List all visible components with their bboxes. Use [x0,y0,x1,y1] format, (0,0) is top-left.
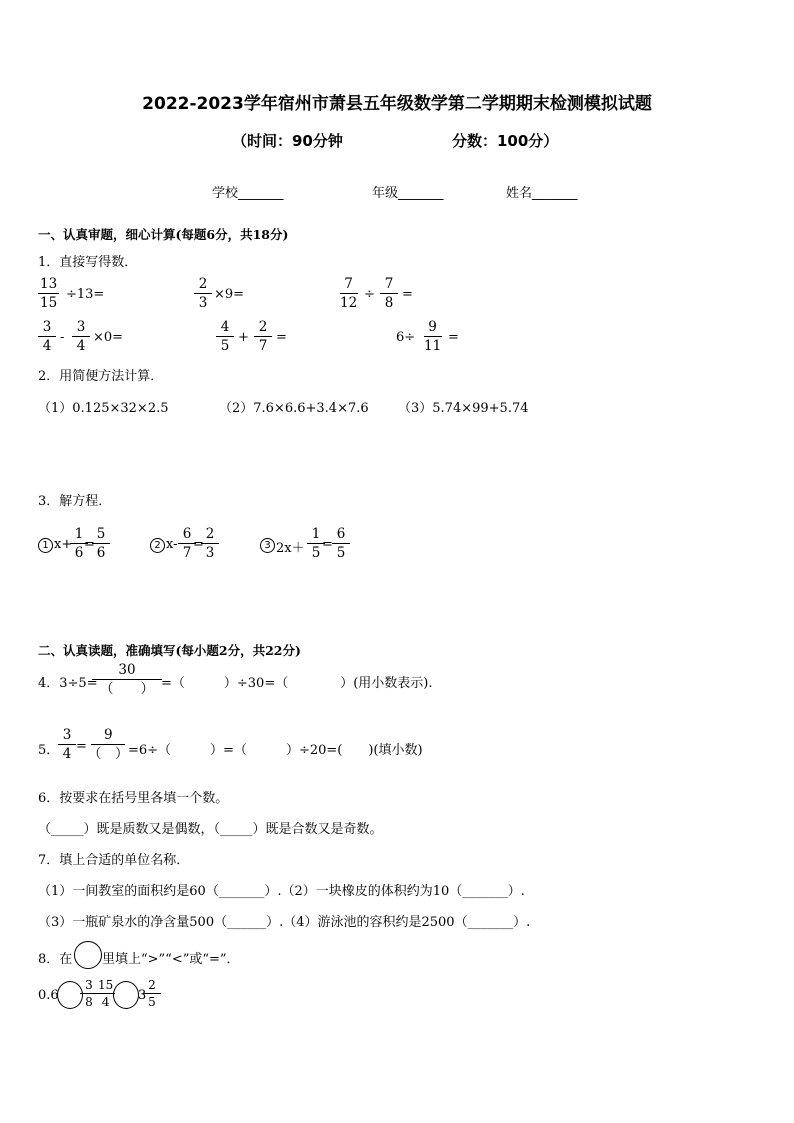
section2-heading: 二、认真读题，准确填写(每小题2分，共22分) [38,643,301,658]
q8-pre: 8．在 [38,952,73,967]
q1f-rest: = [448,330,459,345]
exam-score: 分数：100分） [452,132,559,150]
q1b-rest: ×9= [214,287,245,302]
q3a-pre: x+ [54,537,73,552]
q2-label: 2．用简便方法计算． [38,369,164,384]
q1d-rest: ×0= [93,330,124,345]
q3c-pre: 2x＋ [276,541,305,556]
name-field[interactable]: 姓名_______ [506,186,578,201]
q6-label: 6．按要求在括号里各填一个数。 [38,791,229,806]
q3b-eq: = [193,537,204,552]
q2-item-2: （2）7.6×6.6+3.4×7.6 [219,401,369,416]
q4-fraction: 30 （ ） [92,661,162,698]
q1f-pre: 6÷ [396,330,416,345]
q8-post: 里填上“>”“<”或“=”． [102,952,240,967]
q8-c-fraction: $\frac{15}{4}$ [98,978,114,1009]
q3c-fraction2: $\frac{6}{5}$ [332,525,350,562]
q7-line2: （3）一瓶矿泉水的净含量500（______）.（4）游泳池的容积约是2500（_______）. [38,915,531,930]
q3b-fraction1: $\frac{6}{7}$ [178,525,196,562]
q1c-fraction2: $\frac{7}{8}$ [380,275,398,312]
page-title: 2022-2023学年宿州市萧县五年级数学第二学期期末检测模拟试题 [142,94,652,114]
circled-number-3: 3 [260,538,275,553]
q3a-eq: = [84,537,95,552]
q1d-fraction1: $\frac{3}{4}$ [38,318,56,355]
q2-item-3: （3）5.74×99+5.74 [398,401,529,416]
exam-time: （时间：90分钟 [232,132,343,150]
q1d-op: - [60,330,65,345]
q1-label: 1．直接写得数． [38,255,138,270]
circled-number-2: 2 [150,538,165,553]
q8-d-fraction: $\frac{2}{5}$ [143,977,161,1010]
q5-rest: =6÷（ ）=（ ）÷20=( )(填小数) [128,743,423,758]
q3c-eq: = [322,537,333,552]
answer-circle-2[interactable] [113,981,139,1009]
q3b-pre: x- [166,537,178,552]
q4-rest: =（ ）÷30=（ ）(用小数表示). [161,676,433,691]
q7-line1: （1）一间教室的面积约是60（_______）.（2）一块橡皮的体积约为10（_______）. [38,884,525,899]
q1f-fraction: $\frac{9}{11}$ [424,319,442,354]
circled-number-1: 1 [38,538,53,553]
q3-label: 3．解方程． [38,494,112,509]
grade-field[interactable]: 年级_______ [372,186,444,201]
q8-b-fraction: $\frac{3}{8}$ [80,977,98,1010]
q4-pre: 4．3÷5= [38,676,98,691]
q1c-rest: = [402,287,413,302]
q5-eq: = [76,739,87,754]
q3a-fraction2: $\frac{5}{6}$ [92,525,110,562]
q5-pre: 5． [38,743,60,758]
q3a-fraction1: $\frac{1}{6}$ [70,525,88,562]
q8-a: 0.6 [38,988,59,1003]
q1e-rest: = [276,330,287,345]
q1a-rest: ÷13= [66,287,105,302]
q1d-fraction2: $\frac{3}{4}$ [72,318,90,355]
q3c-fraction1: $\frac{1}{5}$ [307,525,325,562]
q5-fraction1: $\frac{3}{4}$ [58,726,76,763]
q1e-op: + [238,330,249,345]
school-field[interactable]: 学校_______ [212,186,284,201]
q1e-fraction1: $\frac{4}{5}$ [216,318,234,355]
section1-heading: 一、认真审题，细心计算(每题6分，共18分) [38,227,289,242]
q1e-fraction2: $\frac{2}{7}$ [254,318,272,355]
q2-item-1: （1）0.125×32×2.5 [38,401,169,416]
q7-label: 7．填上合适的单位名称． [38,853,190,868]
q1b-fraction: $\frac{2}{3}$ [194,275,212,312]
q1c-op: ÷ [364,287,375,302]
q6-line: （_____）既是质数又是偶数，（_____）既是合数又是奇数。 [38,822,383,837]
q8-d-whole: 3 [138,988,147,1003]
q1a-fraction: $\frac{13}{15}$ [40,276,58,311]
q1c-fraction1: $\frac{7}{12}$ [340,276,358,311]
q3b-fraction2: $\frac{2}{3}$ [201,525,219,562]
q5-fraction2: 9 （ ） [88,727,129,762]
compare-circle-icon [74,941,102,969]
